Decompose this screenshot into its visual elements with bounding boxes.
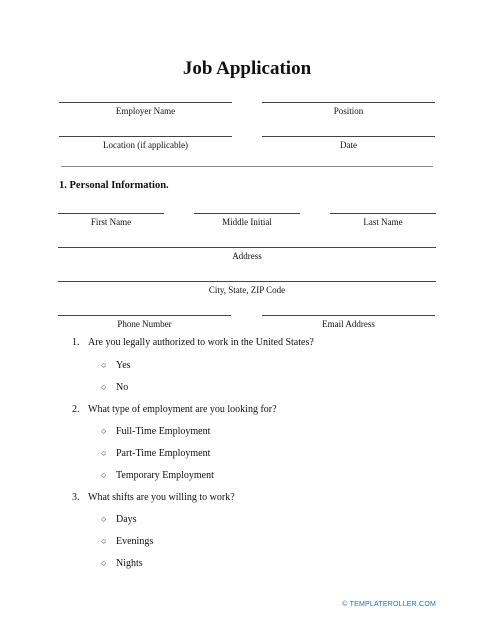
option-label: Evenings [116,536,154,547]
radio-circle-icon[interactable]: ○ [101,470,107,480]
last-name-field[interactable] [330,213,436,214]
address-field[interactable] [58,247,436,248]
section-divider [61,166,433,167]
option-label: Temporary Employment [116,470,214,481]
location-label: Location (if applicable) [103,140,188,150]
radio-circle-icon[interactable]: ○ [101,514,107,524]
first-name-field[interactable] [58,213,164,214]
question-text: What shifts are you willing to work? [88,492,235,503]
option-days[interactable] [101,514,137,525]
phone-number-field[interactable] [58,315,231,316]
option-label: Nights [116,558,143,569]
date-field[interactable] [262,136,435,137]
radio-circle-icon[interactable]: ○ [101,360,107,370]
employer-name-field[interactable] [59,102,232,103]
question-number: 2. [72,404,80,415]
radio-circle-icon[interactable]: ○ [101,448,107,458]
position-field[interactable] [262,102,435,103]
question-2 [72,404,277,415]
option-label: No [116,382,129,393]
option-label: Days [116,514,137,525]
city-state-zip-label: City, State, ZIP Code [208,285,286,295]
radio-circle-icon[interactable]: ○ [101,558,107,568]
option-yes[interactable] [101,360,131,371]
section-heading-personal-information: 1. Personal Information. [59,180,169,191]
question-number: 1. [72,337,80,348]
radio-circle-icon[interactable]: ○ [101,382,107,392]
middle-initial-field[interactable] [194,213,300,214]
question-number: 3. [72,492,80,503]
option-part-time[interactable] [101,448,210,459]
position-label: Position [333,106,364,116]
phone-number-label: Phone Number [117,319,172,329]
location-field[interactable] [59,136,232,137]
option-label: Part-Time Employment [116,448,211,459]
page-title: Job Application [182,58,312,79]
option-label: Full-Time Employment [116,426,211,437]
email-address-label: Email Address [322,319,375,329]
option-full-time[interactable] [101,426,210,437]
address-label: Address [232,251,262,261]
question-text: What type of employment are you looking for? [88,404,277,415]
middle-initial-label: Middle Initial [222,217,272,227]
radio-circle-icon[interactable]: ○ [101,426,107,436]
templateroller-footer-link[interactable]: © TEMPLATEROLLER.COM [342,601,436,608]
city-state-zip-field[interactable] [58,281,436,282]
last-name-label: Last Name [363,217,403,227]
first-name-label: First Name [90,217,132,227]
question-3 [72,492,235,503]
option-nights[interactable] [101,558,143,569]
option-label: Yes [116,360,131,371]
date-label: Date [340,140,357,150]
option-no[interactable] [101,382,128,393]
employer-name-label: Employer Name [115,106,176,116]
question-text: Are you legally authorized to work in the United States? [88,337,314,348]
option-evenings[interactable] [101,536,153,547]
question-1 [72,337,314,348]
option-temporary[interactable] [101,470,214,481]
email-address-field[interactable] [262,315,435,316]
radio-circle-icon[interactable]: ○ [101,536,107,546]
